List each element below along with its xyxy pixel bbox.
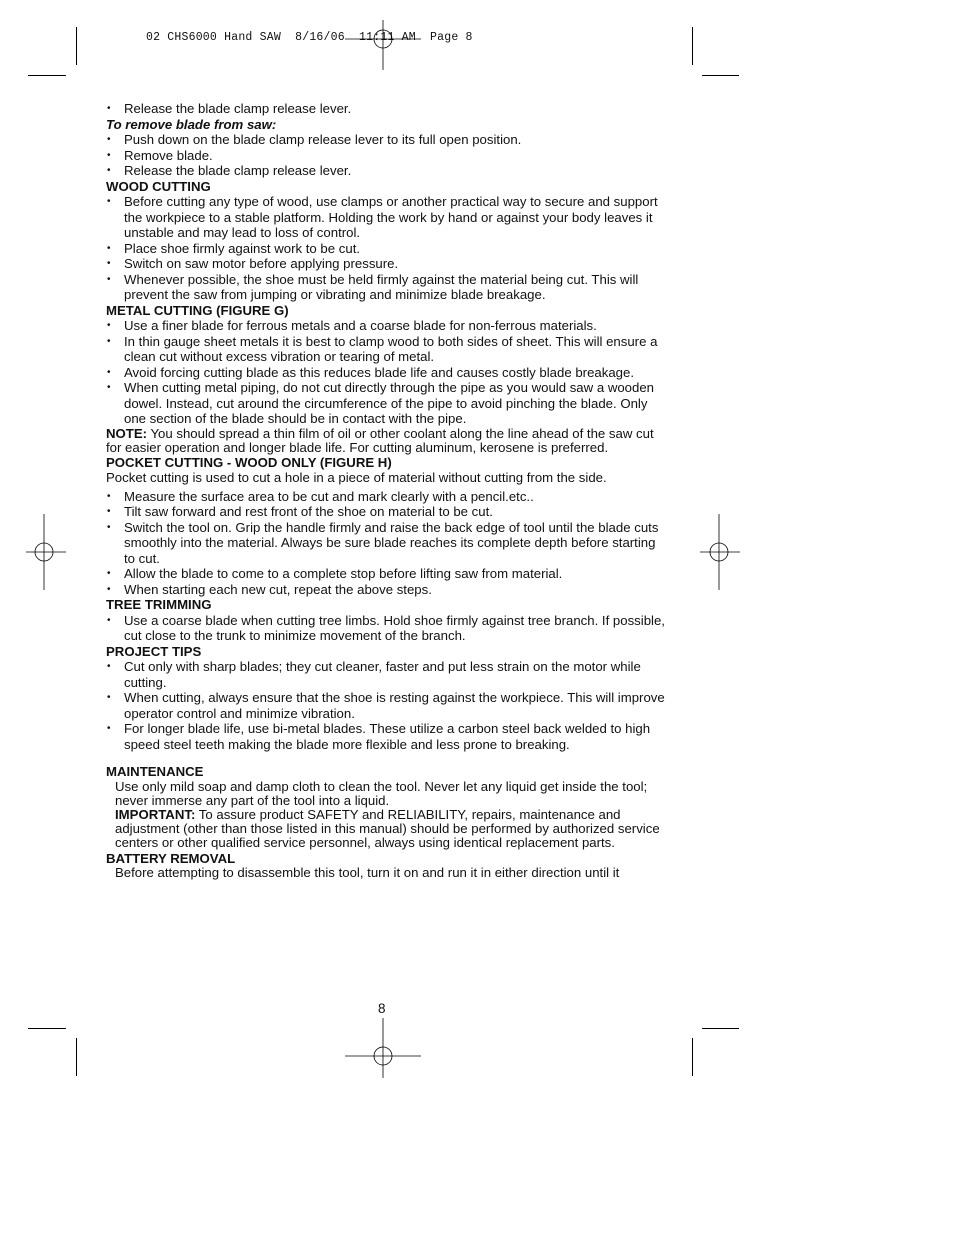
important-label: IMPORTANT: [115, 806, 196, 822]
crop-mark [702, 75, 739, 76]
section-heading-battery-removal: BATTERY REMOVAL [106, 850, 236, 866]
registration-mark-top [345, 20, 421, 70]
crop-mark [28, 1028, 66, 1029]
list-item: • Release the blade clamp release lever. [106, 101, 668, 117]
list-item: • Switch the tool on. Grip the handle firmly and raise the back edge of tool until the blade cuts smoothly into the material. Always be sure blade reaches its complete depth before starting to cut. [106, 520, 668, 567]
section-heading-pocket-cutting: POCKET CUTTING - WOOD ONLY (FIGURE H) [106, 454, 392, 470]
list-item: • When cutting, always ensure that the shoe is resting against the workpiece. This will improve operator control and minimize vibration. [106, 690, 668, 721]
list-item: • Release the blade clamp release lever. [106, 163, 668, 179]
note-paragraph [106, 427, 668, 455]
section-heading-maintenance: MAINTENANCE [106, 764, 204, 779]
note-text: You should spread a thin film of oil or other coolant along the line ahead of the saw cut for easier operation and longer blade life. For cutting aluminum, kerosene is preferred. [106, 425, 654, 455]
section-heading-wood-cutting: WOOD CUTTING [106, 178, 211, 194]
important-text: To assure product SAFETY and RELIABILITY, repairs, maintenance and adjustment (other than those listed in this manual) should be performed by authorized service centers or other qualified service personnel, always using identical replacement parts. [115, 806, 660, 851]
list-item: • Allow the blade to come to a complete stop before lifting saw from material. [106, 566, 668, 582]
registration-mark-right [700, 514, 740, 590]
section-heading-metal-cutting: METAL CUTTING (FIGURE G) [106, 302, 289, 318]
maintenance-text: Use only mild soap and damp cloth to clean the tool. Never let any liquid get inside the tool; never immerse any part of the tool into a liquid. [115, 778, 648, 808]
list-item: • When starting each new cut, repeat the above steps. [106, 582, 668, 598]
crop-mark [76, 1038, 77, 1076]
list-item: • In thin gauge sheet metals it is best to clamp wood to both sides of sheet. This will ensure a clean cut without excess vibration or tearing of metal. [106, 334, 668, 365]
registration-mark-left [26, 514, 66, 590]
list-item: • Remove blade. [106, 148, 668, 164]
crop-mark [702, 1028, 739, 1029]
list-item: • Avoid forcing cutting blade as this reduces blade life and causes costly blade breakage. [106, 365, 668, 381]
list-item: • Cut only with sharp blades; they cut cleaner, faster and put less strain on the motor while cutting. [106, 659, 668, 690]
printer-slug: 02 CHS6000 Hand SAW 8/16/06 11:11 AM Page 8 [146, 31, 473, 44]
list-item: • Place shoe firmly against work to be cut. [106, 241, 668, 257]
pocket-intro: Pocket cutting is used to cut a hole in a piece of material without cutting from the side. [106, 470, 607, 485]
battery-text: Before attempting to disassemble this tool, turn it on and run it in either direction until it [115, 865, 620, 881]
important-paragraph [106, 808, 668, 851]
crop-mark [28, 75, 66, 76]
crop-mark [692, 1038, 693, 1076]
manual-page-content [106, 101, 668, 880]
section-heading-project-tips: PROJECT TIPS [106, 643, 202, 659]
list-item: • Tilt saw forward and rest front of the shoe on material to be cut. [106, 504, 668, 520]
list-item: • Use a coarse blade when cutting tree limbs. Hold shoe firmly against tree branch. If possible, cut close to the trunk to minimize movement of the branch. [106, 613, 668, 644]
page-number: 8 [378, 1001, 386, 1016]
list-item: • For longer blade life, use bi-metal blades. These utilize a carbon steel back welded to high speed steel teeth making the blade more flexible and less prone to breaking. [106, 721, 668, 752]
registration-mark-bottom [345, 1018, 421, 1078]
list-item: • Measure the surface area to be cut and mark clearly with a pencil.etc.. [106, 489, 668, 505]
section-heading-tree-trimming: TREE TRIMMING [106, 597, 212, 612]
list-item: • Use a finer blade for ferrous metals and a coarse blade for non-ferrous materials. [106, 318, 668, 334]
list-item: • When cutting metal piping, do not cut directly through the pipe as you would saw a wooden dowel. Instead, cut around the circumference of the pipe to avoid pinching the blade. Only one section of the blade should be in contact with the pipe. [106, 380, 668, 427]
list-item: • Push down on the blade clamp release lever to its full open position. [106, 132, 668, 148]
list-item: • Before cutting any type of wood, use clamps or another practical way to secure and support the workpiece to a stable platform. Holding the work by hand or against your body leaves it unstable and may lead to loss of control. [106, 194, 668, 241]
note-label: NOTE: [106, 425, 148, 441]
crop-mark [692, 27, 693, 65]
list-item: • Switch on saw motor before applying pressure. [106, 256, 668, 272]
subheading-remove-blade: To remove blade from saw: [106, 116, 277, 132]
list-item: • Whenever possible, the shoe must be held firmly against the material being cut. This will prevent the saw from jumping or vibrating and minimize blade breakage. [106, 272, 668, 303]
crop-mark [76, 27, 77, 65]
